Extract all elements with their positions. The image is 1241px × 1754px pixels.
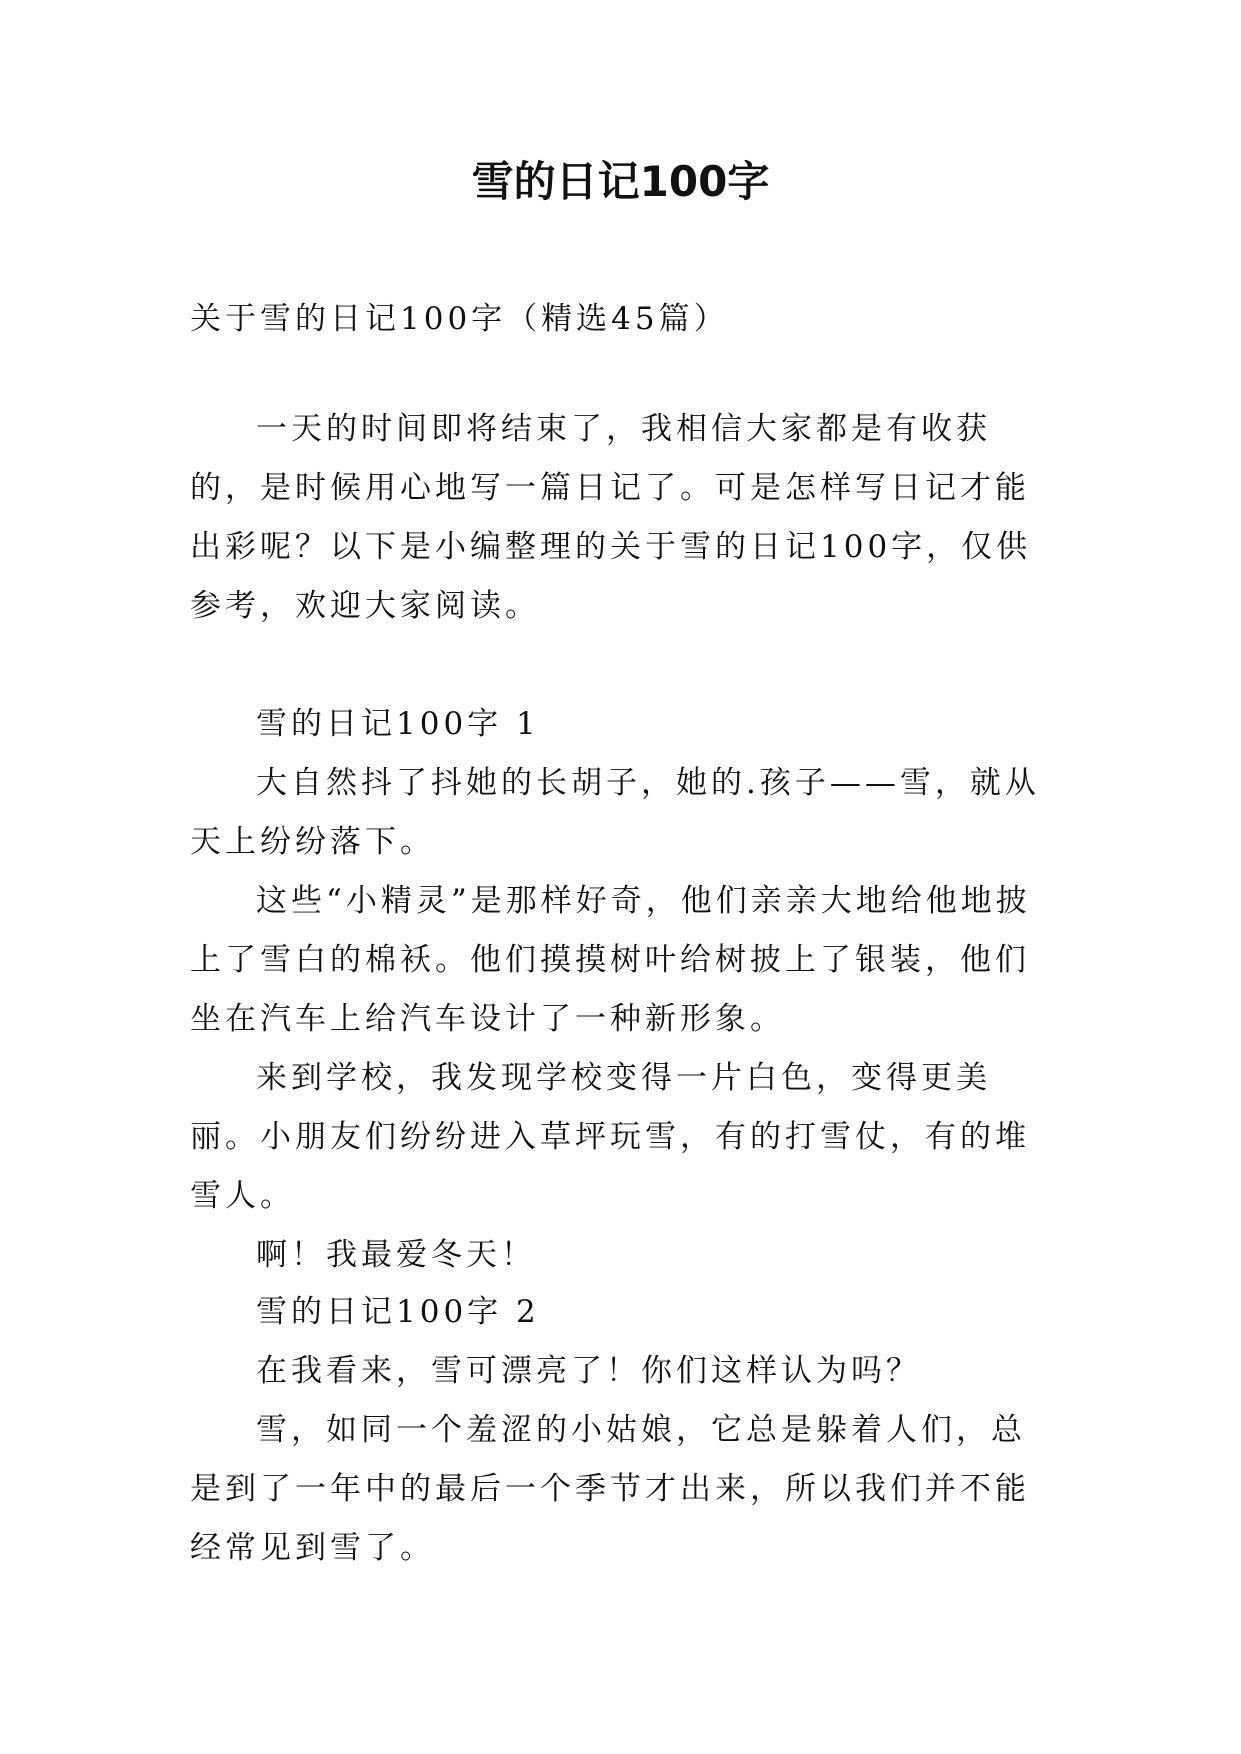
entry-paragraph: 来到学校，我发现学校变得一片白色，变得更美丽。小朋友们纷纷进入草坪玩雪，有的打雪仗，有的堆雪人。 bbox=[190, 1060, 1030, 1214]
intro-section bbox=[190, 400, 1052, 636]
document-subtitle: 关于雪的日记100字（精选45篇） bbox=[190, 301, 729, 337]
entry-heading: 雪的日记100字 2 bbox=[256, 1294, 540, 1330]
intro-paragraph: 一天的时间即将结束了，我相信大家都是有收获的，是时候用心地写一篇日记了。可是怎样写日记才能出彩呢？以下是小编整理的关于雪的日记100字，仅供参考，欢迎大家阅读。 bbox=[190, 411, 1032, 624]
entry-paragraph: 这些“小精灵”是那样好奇，他们亲亲大地给他地披上了雪白的棉袄。他们摸摸树叶给树披上了银装，他们坐在汽车上给汽车设计了一种新形象。 bbox=[190, 883, 1031, 1037]
entry-paragraph: 雪，如同一个羞涩的小姑娘，它总是躲着人们，总是到了一年中的最后一个季节才出来，所以我们并不能经常见到雪了。 bbox=[190, 1412, 1030, 1566]
entry-paragraph: 啊！我最爱冬天！ bbox=[256, 1237, 536, 1273]
diary-entry-1 bbox=[190, 695, 1052, 1285]
entry-heading: 雪的日记100字 1 bbox=[256, 706, 540, 742]
diary-entry-2 bbox=[190, 1283, 1052, 1578]
entry-paragraph: 大自然抖了抖她的长胡子，她的.孩子——雪，就从天上纷纷落下。 bbox=[190, 765, 1040, 860]
document-title: 雪的日记100字 bbox=[471, 157, 770, 206]
entry-paragraph: 在我看来，雪可漂亮了！你们这样认为吗？ bbox=[256, 1353, 921, 1389]
